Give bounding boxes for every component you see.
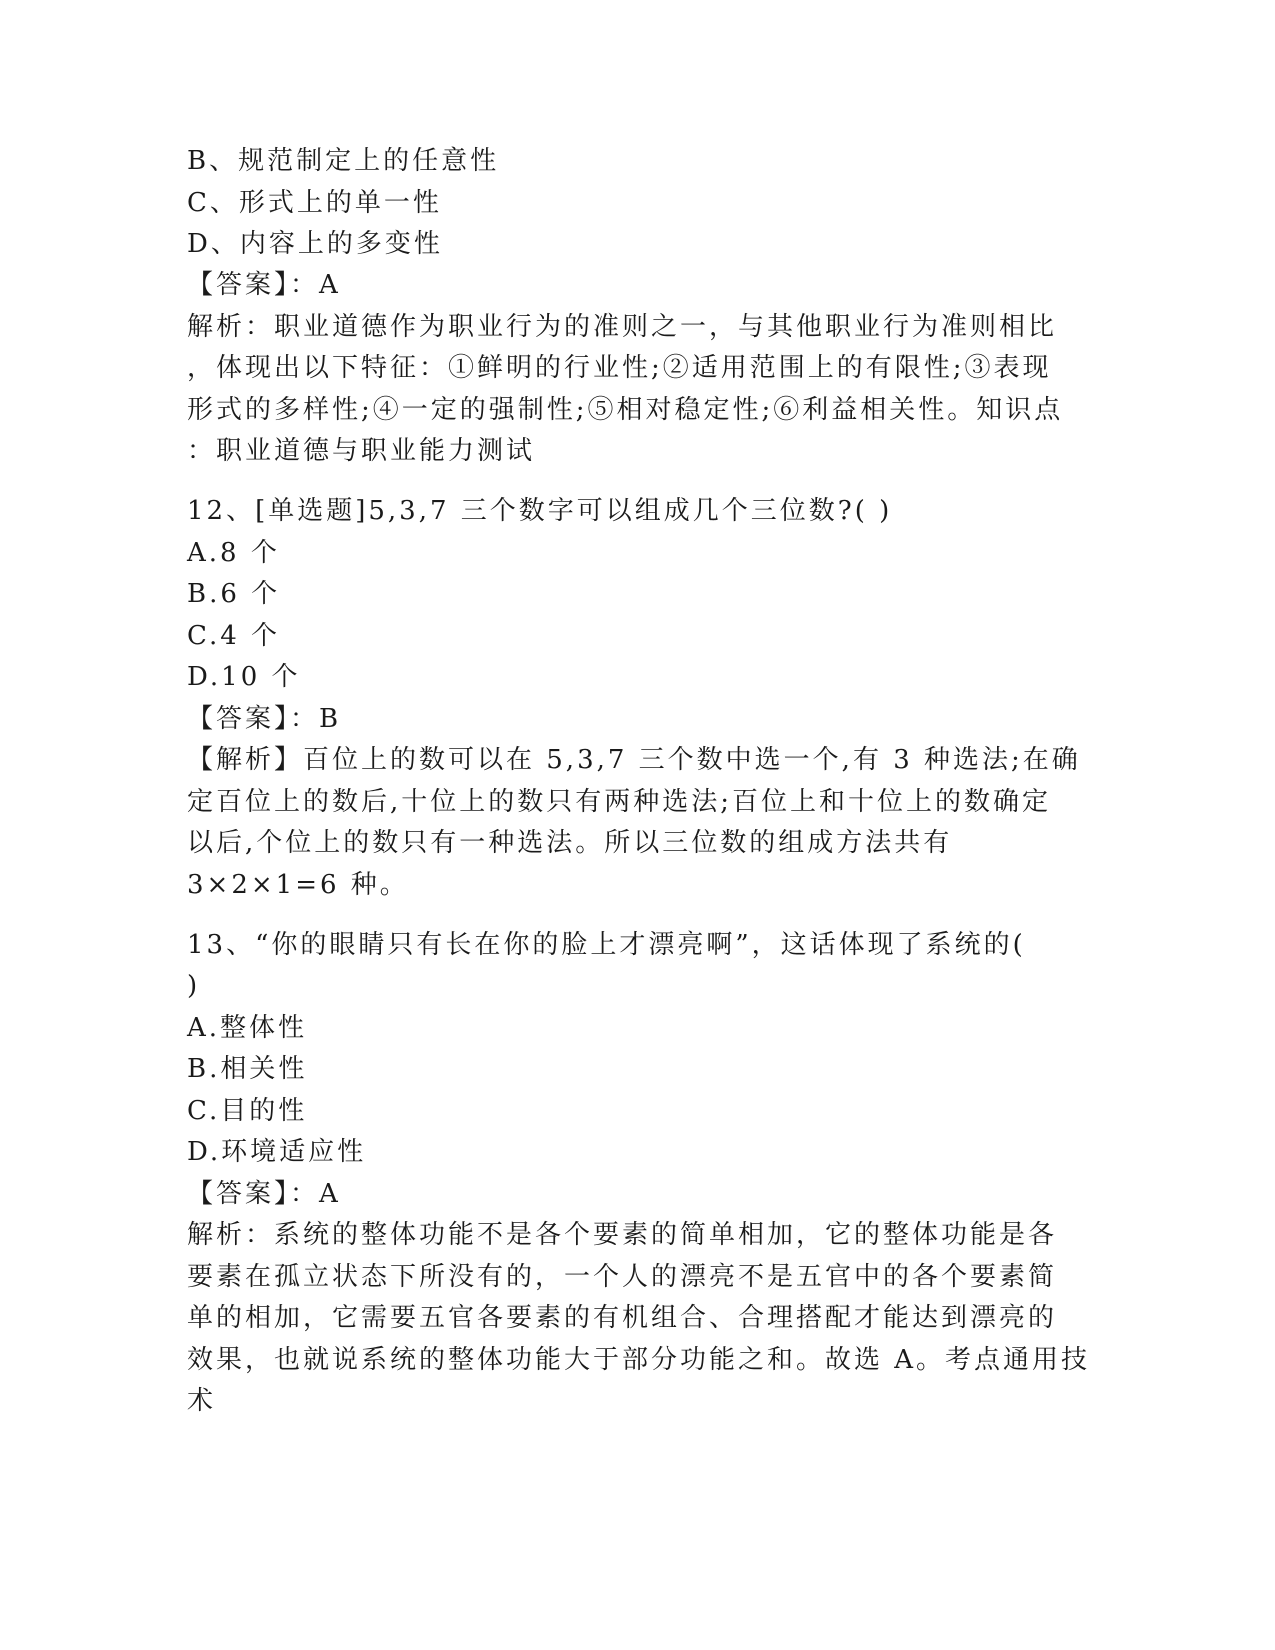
answer-label: 【答案】：A: [187, 1179, 341, 1209]
analysis-line: 要素在孤立状态下所没有的，一个人的漂亮不是五官中的各个要素简: [187, 1262, 1058, 1292]
option-b: B.相关性: [187, 1054, 308, 1084]
question-text: 13、“你的眼睛只有长在你的脸上才漂亮啊”，这话体现了系统的(: [187, 930, 1026, 960]
option-a: A.8 个: [187, 538, 280, 568]
option-d: D、内容上的多变性: [187, 229, 443, 259]
option-b: B.6 个: [187, 579, 281, 609]
option-b: B、规范制定上的任意性: [187, 146, 500, 176]
analysis-line: ，体现出以下特征：①鲜明的行业性;②适用范围上的有限性;③表现: [187, 353, 1052, 383]
option-d: D.10 个: [187, 662, 301, 692]
analysis-line: 形式的多样性;④一定的强制性;⑤相对稳定性;⑥利益相关性。知识点: [187, 395, 1064, 425]
option-c: C、形式上的单一性: [187, 188, 442, 218]
question-text: 12、[单选题]5,3,7 三个数字可以组成几个三位数?( ): [187, 496, 893, 526]
option-c: C.目的性: [187, 1096, 308, 1126]
analysis-line: 效果，也就说系统的整体功能大于部分功能之和。故选 A。考点通用技: [187, 1345, 1091, 1375]
analysis-line: 解析：职业道德作为职业行为的准则之一，与其他职业行为准则相比: [187, 312, 1058, 342]
analysis-line: 定百位上的数后,十位上的数只有两种选法;百位上和十位上的数确定: [187, 787, 1052, 817]
answer-label: 【答案】：B: [187, 704, 342, 734]
option-c: C.4 个: [187, 621, 281, 651]
analysis-line: 术: [187, 1386, 217, 1416]
answer-label: 【答案】：A: [187, 270, 341, 300]
option-a: A.整体性: [187, 1013, 308, 1043]
analysis-line: 以后,个位上的数只有一种选法。所以三位数的组成方法共有: [187, 828, 953, 858]
question-text: ): [187, 971, 201, 1001]
option-d: D.环境适应性: [187, 1137, 367, 1167]
analysis-line: 【解析】百位上的数可以在 5,3,7 三个数中选一个,有 3 种选法;在确: [187, 745, 1081, 775]
analysis-line: 解析：系统的整体功能不是各个要素的简单相加，它的整体功能是各: [187, 1220, 1058, 1250]
analysis-line: 3×2×1=6 种。: [187, 870, 409, 900]
analysis-line: 单的相加，它需要五官各要素的有机组合、合理搭配才能达到漂亮的: [187, 1303, 1058, 1333]
analysis-line: ：职业道德与职业能力测试: [187, 436, 536, 466]
